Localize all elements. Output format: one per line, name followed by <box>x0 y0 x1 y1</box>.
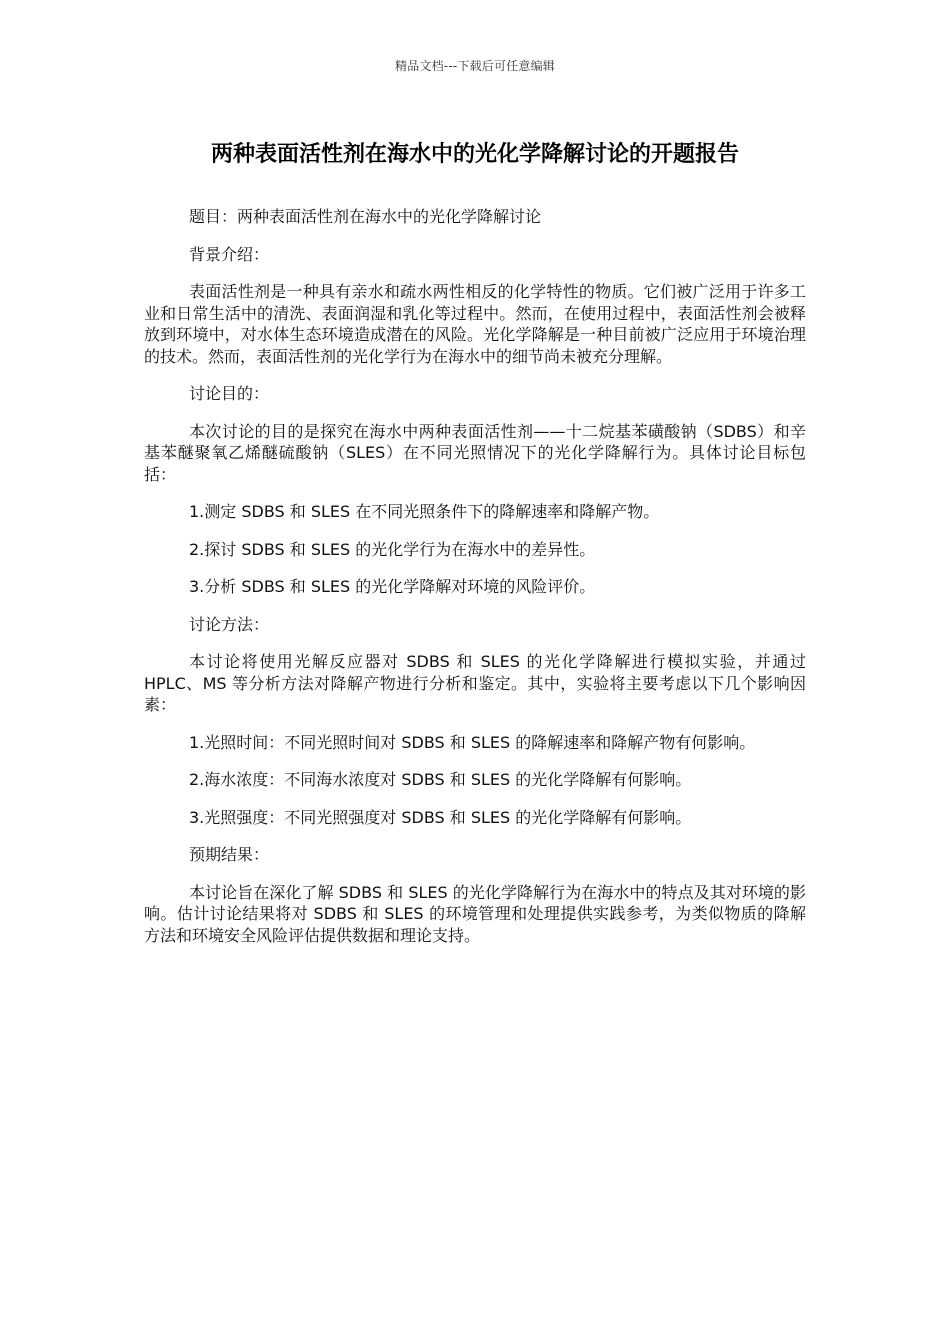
section-heading-purpose: 讨论目的： <box>189 384 270 403</box>
purpose-item: 3.分析 SDBS 和 SLES 的光化学降解对环境的风险评价。 <box>189 577 596 596</box>
purpose-item: 2.探讨 SDBS 和 SLES 的光化学行为在海水中的差异性。 <box>189 539 596 559</box>
topic-line: 题目：两种表面活性剂在海水中的光化学降解讨论 <box>189 207 542 226</box>
document-title: 两种表面活性剂在海水中的光化学降解讨论的开题报告 <box>210 142 739 167</box>
section-heading-background: 背景介绍： <box>189 244 270 264</box>
method-item: 2.海水浓度：不同海水浓度对 SDBS 和 SLES 的光化学降解有何影响。 <box>189 770 692 789</box>
section-heading-results: 预期结果： <box>189 845 270 864</box>
header-note: 精品文档---下载后可任意编辑 <box>395 59 555 73</box>
background-paragraph: 表面活性剂是一种具有亲水和疏水两性相反的化学特性的物质。它们被广泛用于许多工业和日常生活中的清洗、表面润湿和乳化等过程中。然而，在使用过程中，表面活性剂会被释放到环境中，对水体生态环境造成潜在的风险。光化学降解是一种目前被广泛应用于环境治理的技术。然而，表面活性剂的光化学行为在海水中的细节尚未被充分理解。 <box>144 282 806 366</box>
method-paragraph: 本讨论将使用光解反应器对 SDBS 和 SLES 的光化学降解进行模拟实验，并通过 HPLC、MS 等分析方法对降解产物进行分析和鉴定。其中，实验将主要考虑以下几个影响因素： <box>144 652 806 714</box>
results-paragraph: 本讨论旨在深化了解 SDBS 和 SLES 的光化学降解行为在海水中的特点及其对环境的影响。估计讨论结果将对 SDBS 和 SLES 的环境管理和处理提供实践参考，为类似物质的降解方法和环境安全风险评估提供数据和理论支持。 <box>144 882 806 945</box>
method-item: 3.光照强度：不同光照强度对 SDBS 和 SLES 的光化学降解有何影响。 <box>189 807 692 827</box>
purpose-paragraph: 本次讨论的目的是探究在海水中两种表面活性剂——十二烷基苯磺酸钠（SDBS）和辛基苯醚聚氧乙烯醚硫酸钠（SLES）在不同光照情况下的光化学降解行为。具体讨论目标包括： <box>144 421 806 484</box>
section-heading-method: 讨论方法： <box>189 614 270 634</box>
purpose-item: 1.测定 SDBS 和 SLES 在不同光照条件下的降解速率和降解产物。 <box>189 502 660 521</box>
method-item: 1.光照时间：不同光照时间对 SDBS 和 SLES 的降解速率和降解产物有何影响。 <box>189 732 756 752</box>
document-body <box>144 206 806 962</box>
